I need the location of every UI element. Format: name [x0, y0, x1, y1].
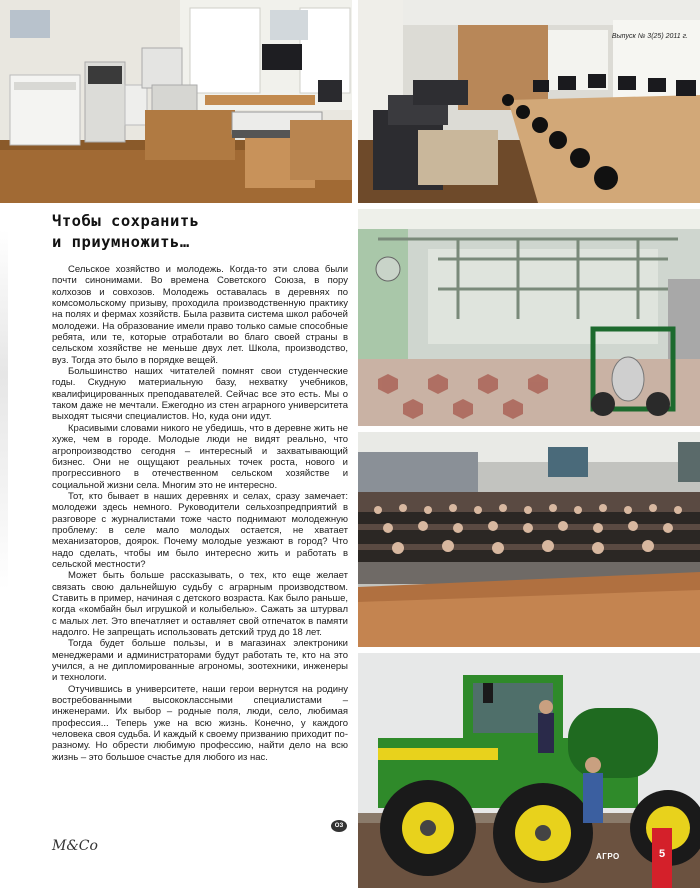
page-number: 5 — [652, 828, 672, 888]
paragraph: Сельское хозяйство и молодежь. Когда-то эти слова были почти синонимами. Во времена Советского Союза, в пору колхозов и совхозов. Молодежь оставалась в деревнях по комсомольскому призыву, проходила производственную практику на полях и фермах хозяйств. Была развита система школ рабочей молодежи. На образование имели право только самые способные ребята, или те, которые отработали во благо своей страны в сельском хозяйстве не меньше двух лет. Школа, производство, вуз. Тогда это было в порядке вещей. — [52, 264, 348, 366]
paragraph: Тогда будет больше пользы, и в магазинах электроники менеджерами и администраторами будут работать те, кто на это учился, а не дипломированные агрономы, зоотехники, инженеры и технологи. — [52, 638, 348, 684]
paragraph: Большинство наших читателей помнят свои студенческие годы. Скудную материальную базу, нехватку учебников, квалифицированных преподавателей. Сейчас все это есть. Мы о таком даже не мечтали. Ежегодно из стен аграрного университета выходят тысячи специалистов. Но, куда они идут. — [52, 366, 348, 423]
photo-milking-lab — [358, 209, 700, 426]
page-edge-shadow — [0, 230, 8, 590]
paragraph: Отучившись в университете, наши герои вернутся на родину востребованными высококлассными специалистами – инженерами. Их выбор – родные поля, люди, село, любимая профессия... Теперь уже на всю жизнь. Конечно, у каждого человека своя судьба. И каждый к своему призванию приходит по-разному. Но обрести любимую профессию, найти дело на всю жизнь – это большое счастье для любого из нас. — [52, 683, 348, 763]
photo-lab-equipment — [0, 0, 352, 203]
article-end-mark: ОЗ — [331, 820, 347, 832]
article-body — [52, 264, 348, 763]
photo-lecture-hall — [358, 432, 700, 647]
paragraph: Красивыми словами никого не убедишь, что в деревне жить не хуже, чем в городе. Молодые люди не видят реально, что агропроизводство сегодня – интересный и захватывающий бизнес. Они не ощущают реальных точек роста, нового и прогрессивного в отечественном сельском хозяйстве и социальной жизни села. Многим это не интересно. — [52, 422, 348, 491]
magazine-logo: M&Co — [52, 838, 98, 854]
photo-computer-classroom — [358, 0, 700, 203]
headline-line-1: Чтобы сохранить — [52, 212, 200, 230]
headline-line-2: и приумножить… — [52, 233, 190, 251]
paragraph: Может быть больше рассказывать, о тех, кто еще желает связать свою дальнейшую судьбу с аграрным производством. Ставить в пример, начиная с детского возраста. Как было раньше, когда «комбайн был игрушкой и колыбелью». Сажать за штурвал с малых лет. Это впечатляет и оставляет свой отпечаток в памяти надолго. Не запрещать использовать детский труд до 18 лет. — [52, 570, 348, 638]
paragraph: Тот, кто бывает в наших деревнях и селах, сразу замечает: молодежи здесь немного. Руководители сельхозпредприятий в разговоре с журналистами тоже часто поднимают молодежную проблему: в селе мало молодых остается, не хватает механизаторов, доярок. Почему молодые уезжают в город? Что надо сделать, чтобы им было интересно жить и работать в сельской местности? — [52, 490, 348, 570]
issue-label: Выпуск № 3(25) 2011 г. — [611, 33, 688, 40]
article-headline — [52, 211, 352, 253]
brand-label: АГРО — [596, 852, 620, 861]
photo-tractor — [358, 653, 700, 888]
